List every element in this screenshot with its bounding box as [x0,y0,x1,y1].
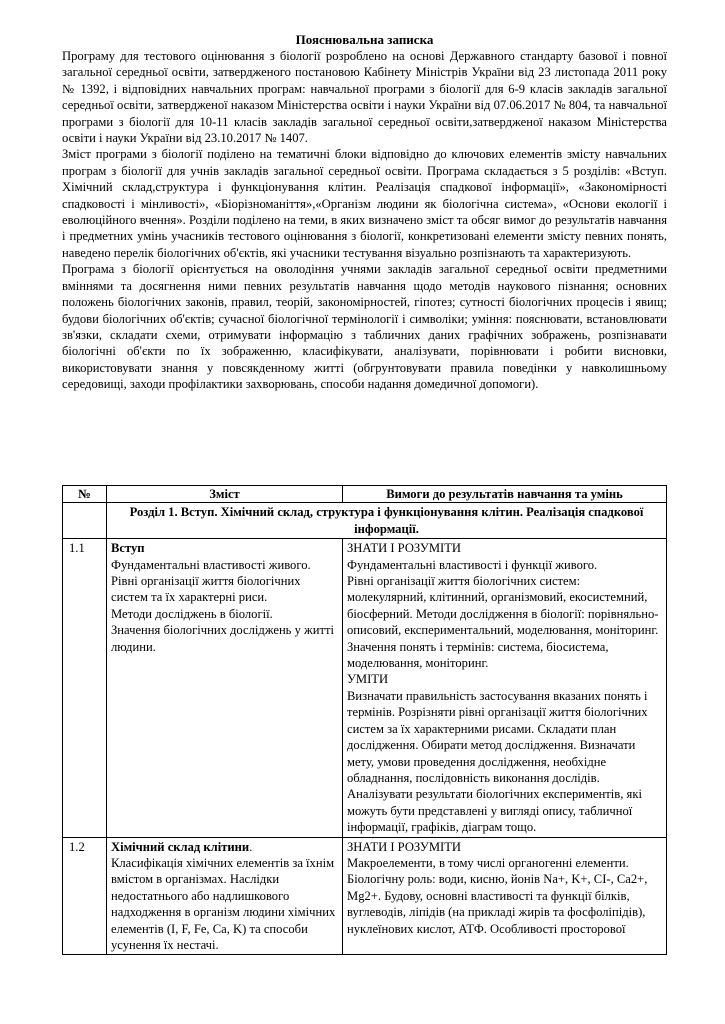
content-line: Фундаментальні властивості живого. [111,557,311,572]
topic-title: Хімічний склад клітини [111,839,250,854]
intro-paragraph-2: Зміст програми з біології поділено на тематичні блоки відповідно до ключових елементів змісту навчальних програм з біології для учнів закладів загальної середньої освіти. Програма складається з 5 розділів: «Вступ. Хімічний склад,структура і функціонування клітин. Реалізація спадкової інформації», «Закономірності спадковості і мінливості», «Біорізноманіття»,«Організм людини як біологічна система», «Основи екології і еволюційного вчення». Розділи поділено на теми, в яких визначено зміст та обсяг вимог до результатів навчання і предметних умінь учасників тестового оцінювання з біології, конкретизовані елементи змісту певних понять, наведено перелік біологічних об'єктів, які учасники тестування візуально розпізнають та характеризують. [62,147,667,260]
page-title: Пояснювальна записка [295,32,434,47]
explanatory-note [62,32,667,393]
content-line: Рівні організації життя біологічних систем та їх характерні риси. [111,574,301,605]
section-title: Розділ 1. Вступ. Хімічний склад, структура і функціонування клітин. Реалізація спадкової інформації. [107,503,667,539]
table-header-row [63,486,667,503]
header-num: № [63,486,107,503]
requirements-line: Макроелементи, в тому числі органогенні елементи. Біологічну роль: води, кисню, йонів Na+, K+, CI-, Ca2+, Mg2+. Будову, основні властивості та функції білків, вуглеводів, ліпідів (на прикладі жирів та фосфоліпідів), нуклеїнових кислот, АТФ. Особливості просторової [347,855,648,936]
content-line: Класифікація хімічних елементів за їхнім вмістом в організмах. Наслідки недостатнього або надлишкового надходження в організм людини хімічних елементів (I, F, Fe, Ca, K) та способи усунення їх нестачі. [111,855,336,952]
content-cell [107,539,343,837]
requirements-cell [343,837,667,955]
content-line: Методи досліджень в біології. [111,606,273,621]
requirements-line: Визначати правильність застосування вказаних понять і термінів. Розрізняти рівні організації життя біологічних систем за їх характерними рисами. Складати план дослідження. Обирати метод дослідження. Визначати мету, умови проведення дослідження, необхідне обладнання, послідовність виконання дослідів. Аналізувати результати біологічних експериментів, які можуть бути представлені у вигляді опису, табличної інформації, графіків, діаграм тощо. [347,688,648,835]
content-cell [107,837,343,955]
header-content: Зміст [107,486,343,503]
requirements-line: Значення понять і термінів: система, біосистема, моделювання, моніторинг. [347,639,609,671]
row-number: 1.2 [63,837,107,955]
row-number: 1.1 [63,539,107,837]
table-row [63,539,667,837]
requirements-cell [343,539,667,837]
section-num-cell [63,503,107,539]
topic-title-line [111,839,338,855]
topic-title: Вступ [111,541,145,556]
header-requirements: Вимоги до результатів навчання та умінь [343,486,667,503]
requirements-line: Рівні організації життя біологічних систем: молекулярний, клітинний, організмовий, екосистемний, біосферний. Методи дослідження в біології: порівняльно-описовий, експериментальний, моделювання, моніторинг. [347,574,659,638]
requirements-heading: ЗНАТИ І РОЗУМІТИ [347,839,462,854]
intro-paragraph-1: Програму для тестового оцінювання з біології розроблено на основі Державного стандарту базової і повної загальної середньої освіти, затвердженого постановою Кабінету Міністрів України від 23 листопада 2011 року № 1392, і відповідних навчальних програм: навчальної програми з біології для 6-9 класів закладів загальної середньої освіти, затвердженої наказом Міністерства освіти і науки України від 07.06.2017 № 804, та навчальної програми з біології для 10-11 класів закладів загальної середньої освіти,затвердженої наказом Міністерства освіти і науки України від 23.10.2017 № 1407. [62,49,667,146]
intro-paragraph-3: Програма з біології орієнтується на оволодіння учнями закладів загальної середньої освіти предметними вміннями та досягнення ними певних результатів навчання щодо методів наукового пізнання; основних положень біологічних законів, правил, теорій, закономірностей, гіпотез; сутності біологічних процесів і явищ; будови біологічних об'єктів; сучасної біологічної термінології і символіки; уміння: пояснювати, встановлювати зв'язки, складати схеми, отримувати інформацію з табличних даних графічних зображень, розпізнавати біологічні об'єкти по їх зображенню, класифікувати, аналізувати, порівнювати і робити висновки, використовувати знання у повсякденному житті (обгрунтовувати правила поведінки у навколишньому середовищі, заходи профілактики захворювань, способи надання домедичної допомоги). [62,262,667,392]
requirements-heading: ЗНАТИ І РОЗУМІТИ [347,541,462,556]
program-table [62,485,667,955]
content-line: Значення біологічних досліджень у житті людини. [111,623,334,654]
table-row [63,837,667,955]
section-row [63,503,667,539]
requirements-line: Фундаментальні властивості і функції живого. [347,557,598,572]
skills-heading: УМІТИ [347,672,389,687]
topic-title-period: . [249,839,253,854]
